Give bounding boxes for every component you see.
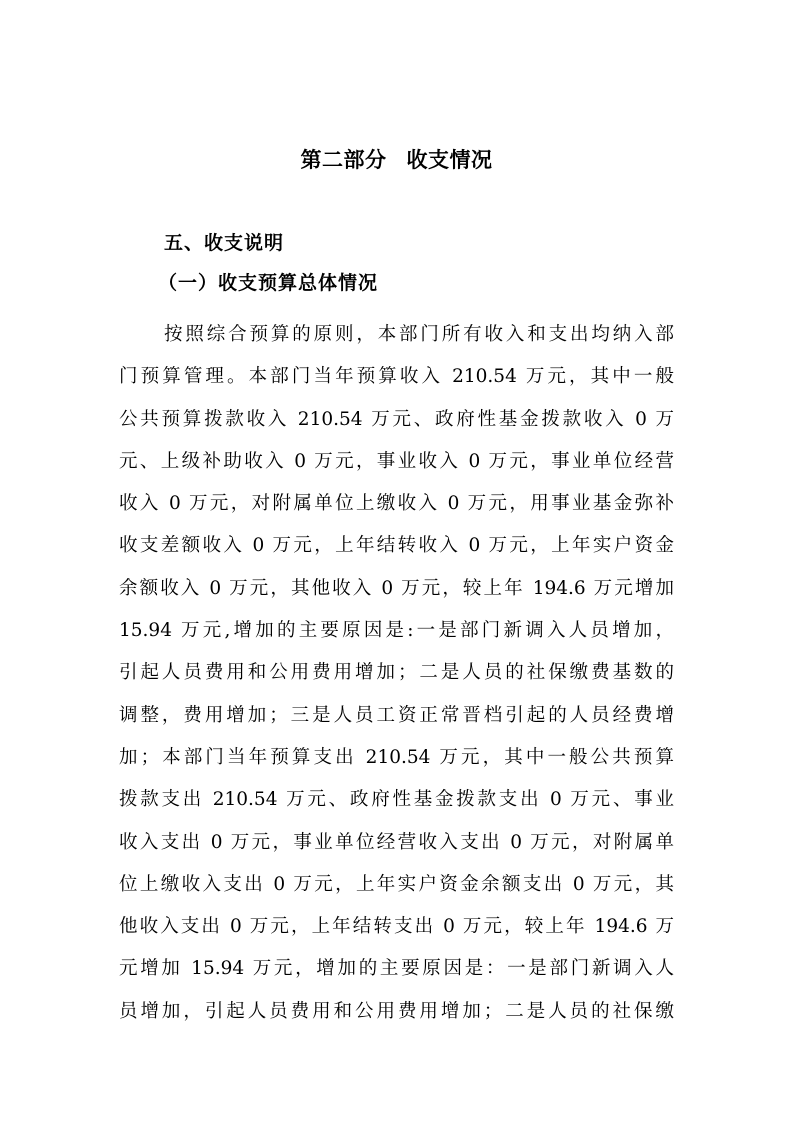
paragraph-line: 员增加，引起人员费用和公用费用增加；二是人员的社保缴 (119, 1000, 674, 1022)
part-title-label: 第二部分 (300, 148, 387, 172)
paragraph-line: 加；本部门当年预算支出 210.54 万元，其中一般公共预算 (119, 746, 674, 768)
paragraph-line: 引起人员费用和公用费用增加；二是人员的社保缴费基数的 (119, 662, 674, 684)
part-title (0, 142, 793, 178)
paragraph-line: 元、上级补助收入 0 万元，事业收入 0 万元，事业单位经营 (119, 450, 674, 472)
part-title-name: 收支情况 (406, 148, 493, 172)
paragraph-line: 收入支出 0 万元，事业单位经营收入支出 0 万元，对附属单 (119, 831, 674, 853)
paragraph-line: 位上缴收入支出 0 万元，上年实户资金余额支出 0 万元，其 (119, 873, 674, 895)
section-heading: 五、收支说明 (164, 232, 285, 254)
paragraph-line: 收入 0 万元，对附属单位上缴收入 0 万元，用事业基金弥补 (119, 493, 674, 515)
paragraph-line: 拨款支出 210.54 万元、政府性基金拨款支出 0 万元、事业 (119, 789, 674, 811)
subsection-heading: （一）收支预算总体情况 (158, 272, 379, 294)
paragraph-line: 他收入支出 0 万元，上年结转支出 0 万元，较上年 194.6 万 (119, 916, 674, 938)
body-paragraph (119, 314, 674, 1033)
paragraph-line: 收支差额收入 0 万元，上年结转收入 0 万元，上年实户资金 (119, 535, 674, 557)
paragraph-line: 调整，费用增加；三是人员工资正常晋档引起的人员经费增 (119, 704, 674, 726)
paragraph-line: 门预算管理。本部门当年预算收入 210.54 万元，其中一般 (119, 366, 674, 388)
paragraph-line: 15.94 万元,增加的主要原因是:一是部门新调入人员增加， (119, 620, 674, 642)
paragraph-line: 余额收入 0 万元，其他收入 0 万元，较上年 194.6 万元增加 (119, 577, 674, 599)
paragraph-line: 元增加 15.94 万元，增加的主要原因是：一是部门新调入人 (119, 958, 674, 980)
paragraph-line: 按照综合预算的原则，本部门所有收入和支出均纳入部 (164, 324, 674, 345)
paragraph-line: 公共预算拨款收入 210.54 万元、政府性基金拨款收入 0 万 (119, 408, 674, 430)
